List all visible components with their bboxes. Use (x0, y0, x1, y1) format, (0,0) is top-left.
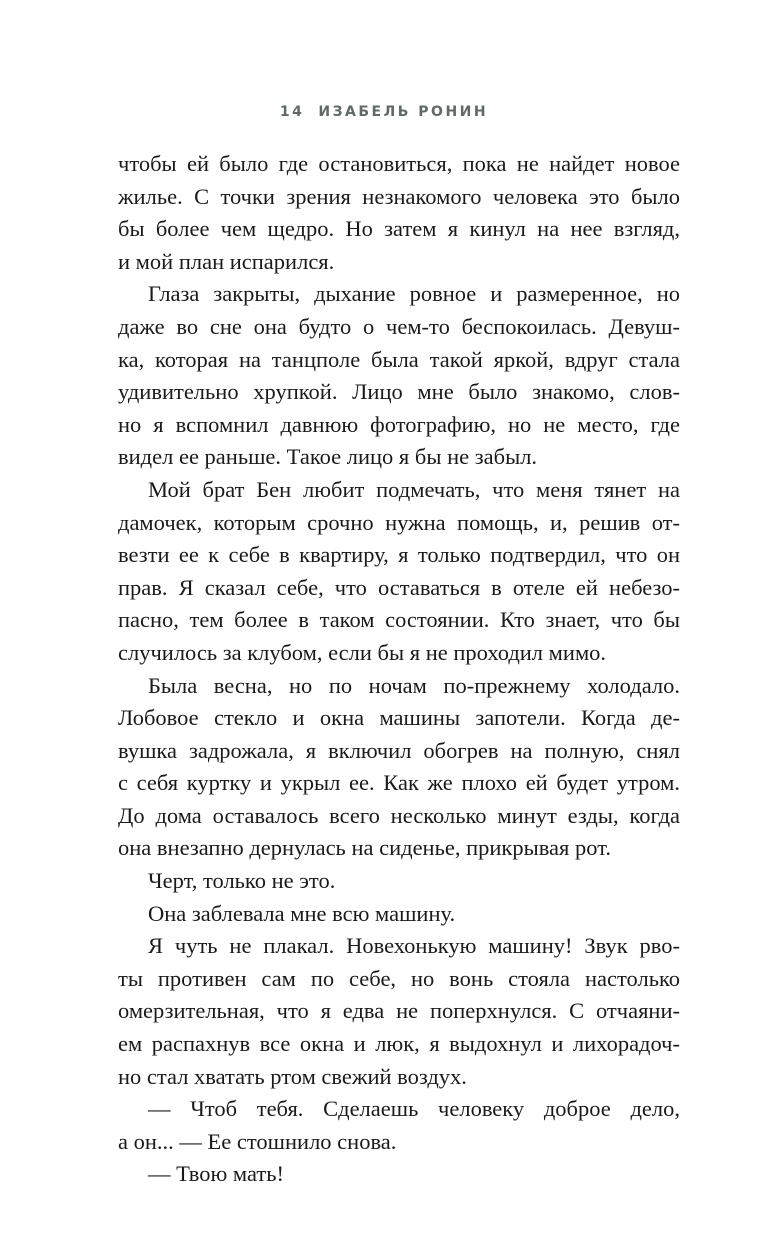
author-name: ИЗАБЕЛЬ РОНИН (318, 104, 489, 120)
text-line: видел ее раньше. Такое лицо я бы не забыл. (118, 444, 538, 470)
text-line: ем распахнув все окна и люк, я выдохнул и лихорадоч- (118, 1031, 680, 1057)
text-line: даже во сне она будто о чем-то беспокоилась. Девуш- (118, 313, 680, 339)
text-line: Я чуть не плакал. Новехонькую машину! Звук рво- (148, 933, 680, 959)
text-line: ка, которая на танцполе была такой яркой, вдруг стала (118, 346, 680, 372)
text-line: Была весна, но по ночам по-прежнему холодало. (148, 672, 680, 698)
text-line: она внезапно дернулась на сиденье, прикрывая рот. (118, 835, 611, 861)
text-line: чтобы ей было где остановиться, пока не найдет новое (118, 151, 680, 176)
text-line: бы более чем щедро. Но затем я кинул на нее взгляд, (118, 216, 680, 242)
text-line: и мой план испарился. (118, 248, 335, 274)
text-line: Лобовое стекло и окна машины запотели. Когда де- (118, 705, 680, 731)
text-line: Она заблевала мне всю машину. (148, 900, 456, 926)
text-line: — Чтоб тебя. Сделаешь человеку доброе дело, (148, 1096, 680, 1122)
text-line: случилось за клубом, если бы я не проходил мимо. (118, 639, 607, 665)
text-line: Черт, только не это. (148, 868, 336, 894)
text-line: дамочек, которым срочно нужна помощь, и, решив от- (118, 509, 680, 535)
text-line: Глаза закрыты, дыхание ровное и размеренное, но (148, 281, 680, 307)
text-line: омерзительная, что я едва не поперхнулся. С отчаяни- (118, 998, 680, 1024)
text-line: с себя куртку и укрыл ее. Как же плохо ей будет утром. (118, 770, 680, 796)
text-line: а он... — Ее стошнило снова. (118, 1128, 397, 1154)
text-line: ты противен сам по себе, но вонь стояла настолько (118, 965, 680, 991)
text-line: прав. Я сказал себе, что оставаться в отеле ей небезо- (118, 574, 680, 600)
text-line: пасно, тем более в таком состоянии. Кто знает, что бы (118, 607, 680, 633)
text-line: Мой брат Бен любит подмечать, что меня тянет на (148, 476, 680, 502)
body-text (118, 148, 680, 1191)
text-line: — Твою мать! (148, 1161, 284, 1187)
text-line: но я вспомнил давнюю фотографию, но не место, где (118, 411, 680, 437)
text-line: жилье. С точки зрения незнакомого человека это было (118, 183, 680, 209)
text-line: но стал хватать ртом свежий воздух. (118, 1063, 467, 1089)
running-head (0, 104, 768, 120)
text-line: вушка задрожала, я включил обогрев на полную, снял (118, 737, 680, 763)
text-line: везти ее к себе в квартиру, я только подтвердил, что он (118, 542, 680, 568)
page-number: 14 (279, 104, 305, 120)
text-line: удивительно хрупкой. Лицо мне было знакомо, слов- (118, 379, 680, 405)
text-line: До дома оставалось всего несколько минут езды, когда (118, 802, 680, 828)
